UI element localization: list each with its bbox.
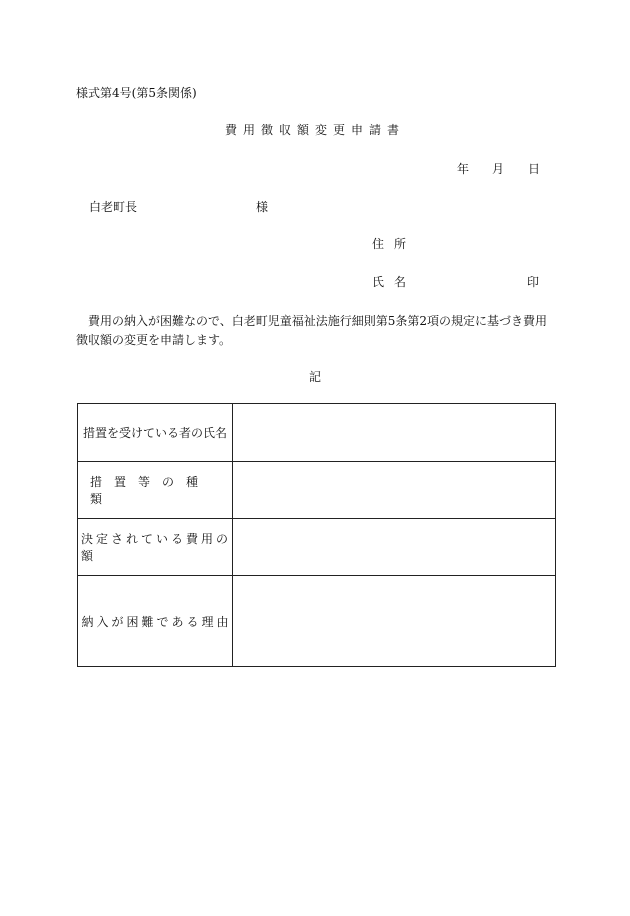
honorific: 様	[256, 200, 269, 214]
seal-label: 印	[527, 275, 540, 289]
date-month-label: 月	[492, 162, 505, 176]
recipient-name-field[interactable]	[233, 404, 555, 461]
row-label-text: 決定されている費用の額	[81, 531, 232, 563]
form-number: 様式第4号(第5条関係)	[76, 86, 197, 100]
table-row	[78, 404, 555, 462]
row-label-text: 措置等の種類	[90, 474, 211, 506]
applicant-name-label: 氏名	[372, 275, 417, 289]
row-label-recipient-name	[78, 404, 233, 461]
table-row	[78, 575, 555, 667]
request-body-text: 費用の納入が困難なので、白老町児童福祉法施行細則第5条第2項の規定に基づき費用徴収額の変更を申請します。	[76, 314, 548, 347]
applicant-address-label: 住所	[372, 237, 417, 251]
row-label-text: 納入が困難である理由	[81, 614, 232, 629]
date-day-label: 日	[528, 162, 541, 176]
measure-type-field[interactable]	[233, 461, 555, 518]
row-label-measure-type	[78, 461, 233, 518]
difficulty-reason-field[interactable]	[233, 575, 555, 667]
row-label-text: 措置を受けている者の氏名	[82, 426, 227, 440]
table-row	[78, 518, 555, 576]
table-row	[78, 461, 555, 519]
note-heading: 記	[308, 370, 321, 384]
document-title: 費用徴収額変更申請書	[224, 123, 405, 137]
decided-amount-field[interactable]	[233, 518, 555, 575]
date-year-label: 年	[457, 162, 470, 176]
application-details-table	[77, 403, 556, 667]
row-label-difficulty-reason	[78, 575, 233, 667]
row-label-decided-amount	[78, 518, 233, 575]
addressee: 白老町長	[89, 200, 138, 214]
